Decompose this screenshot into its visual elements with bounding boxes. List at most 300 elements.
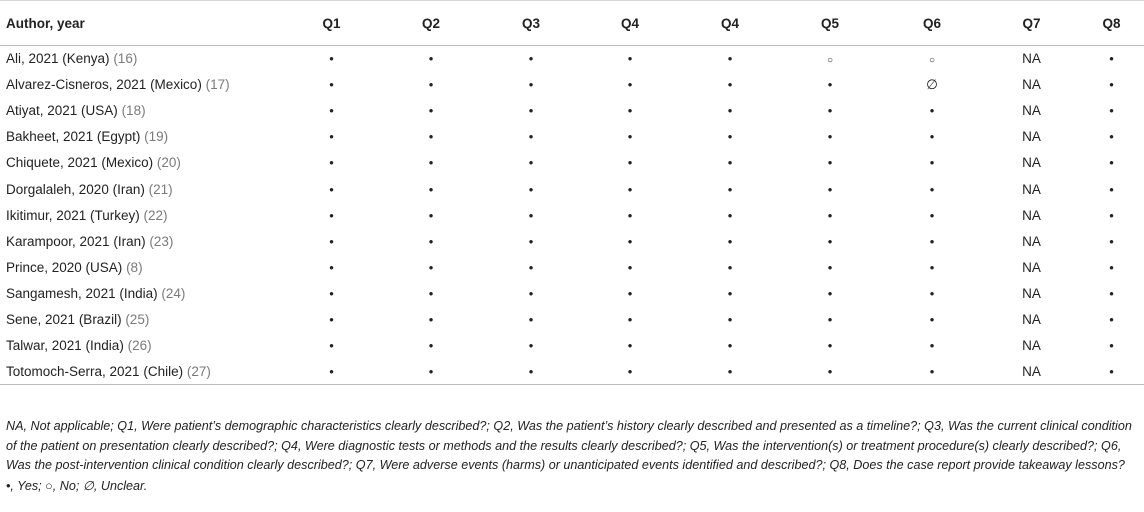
yes-dot-icon: •: [428, 311, 434, 327]
yes-dot-icon: •: [827, 155, 833, 171]
yes-dot-icon: •: [727, 233, 733, 249]
rating-cell: [283, 72, 380, 98]
rating-cell: [482, 333, 580, 359]
yes-dot-icon: •: [929, 363, 935, 379]
yes-dot-icon: •: [428, 363, 434, 379]
rating-cell: [580, 254, 680, 280]
rating-cell: [984, 280, 1079, 306]
not-applicable-text: NA: [1022, 233, 1041, 249]
author-cell: [0, 150, 283, 176]
author-name: Karampoor, 2021 (Iran): [6, 233, 150, 249]
table-body: [0, 46, 1144, 385]
author-name: Prince, 2020 (USA): [6, 259, 127, 275]
yes-dot-icon: •: [827, 103, 833, 119]
no-circle-icon: ○: [826, 55, 834, 67]
rating-cell: [580, 333, 680, 359]
rating-cell: [580, 202, 680, 228]
rating-cell: [482, 306, 580, 332]
rating-cell: [380, 124, 482, 150]
rating-cell: [283, 176, 380, 202]
rating-cell: [880, 306, 984, 332]
rating-cell: [380, 333, 482, 359]
rating-cell: [780, 254, 880, 280]
table-row: [0, 72, 1144, 98]
reference-number: (18): [121, 103, 146, 119]
yes-dot-icon: •: [727, 103, 733, 119]
rating-cell: [482, 72, 580, 98]
reference-number: (26): [127, 338, 152, 354]
yes-dot-icon: •: [428, 155, 434, 171]
yes-dot-icon: •: [329, 259, 334, 275]
yes-dot-icon: •: [827, 207, 833, 223]
rating-cell: [1079, 280, 1144, 306]
rating-cell: [380, 46, 482, 72]
rating-cell: [1079, 150, 1144, 176]
yes-dot-icon: •: [428, 233, 434, 249]
rating-cell: [780, 46, 880, 72]
author-name: Atiyat, 2021 (USA): [6, 103, 122, 119]
yes-dot-icon: •: [428, 181, 434, 197]
table-row: [0, 280, 1144, 306]
header-q: Q5: [780, 1, 880, 46]
rating-cell: [984, 46, 1079, 72]
rating-cell: [580, 72, 680, 98]
yes-dot-icon: •: [428, 285, 434, 301]
table-row: [0, 254, 1144, 280]
rating-cell: [984, 176, 1079, 202]
author-name: Ikitimur, 2021 (Turkey): [6, 207, 144, 223]
yes-dot-icon: •: [627, 338, 633, 354]
yes-dot-icon: •: [329, 103, 334, 119]
rating-cell: [680, 46, 780, 72]
yes-dot-icon: •: [329, 155, 334, 171]
rating-cell: [880, 98, 984, 124]
yes-dot-icon: •: [428, 129, 434, 145]
rating-cell: [482, 124, 580, 150]
rating-cell: [283, 46, 380, 72]
rating-cell: [880, 72, 984, 98]
yes-dot-icon: •: [727, 338, 733, 354]
yes-dot-icon: •: [1109, 51, 1114, 67]
reference-number: (27): [186, 363, 211, 379]
rating-cell: [984, 306, 1079, 332]
rating-cell: [380, 254, 482, 280]
rating-cell: [880, 46, 984, 72]
rating-cell: [1079, 202, 1144, 228]
yes-dot-icon: •: [528, 155, 534, 171]
not-applicable-text: NA: [1022, 155, 1041, 171]
rating-cell: [680, 254, 780, 280]
yes-dot-icon: •: [329, 338, 334, 354]
rating-cell: [780, 124, 880, 150]
rating-cell: [880, 150, 984, 176]
rating-cell: [283, 150, 380, 176]
rating-cell: [482, 176, 580, 202]
reference-number: (23): [149, 233, 174, 249]
rating-cell: [780, 359, 880, 385]
yes-dot-icon: •: [929, 103, 935, 119]
rating-cell: [1079, 124, 1144, 150]
not-applicable-text: NA: [1022, 103, 1041, 119]
rating-cell: [680, 176, 780, 202]
yes-dot-icon: •: [929, 181, 935, 197]
yes-dot-icon: •: [627, 259, 633, 275]
rating-cell: [482, 254, 580, 280]
author-cell: [0, 359, 283, 385]
yes-dot-icon: •: [1109, 233, 1114, 249]
author-cell: [0, 202, 283, 228]
rating-cell: [580, 176, 680, 202]
yes-dot-icon: •: [329, 285, 334, 301]
rating-cell: [283, 124, 380, 150]
rating-cell: [482, 98, 580, 124]
yes-dot-icon: •: [1109, 285, 1114, 301]
rating-cell: [1079, 254, 1144, 280]
rating-cell: [880, 202, 984, 228]
author-name: Sene, 2021 (Brazil): [6, 311, 126, 327]
yes-dot-icon: •: [827, 338, 833, 354]
rating-cell: [380, 306, 482, 332]
rating-cell: [680, 202, 780, 228]
rating-cell: [780, 333, 880, 359]
yes-dot-icon: •: [1109, 259, 1114, 275]
rating-cell: [482, 202, 580, 228]
rating-cell: [482, 150, 580, 176]
author-cell: [0, 228, 283, 254]
yes-dot-icon: •: [528, 233, 534, 249]
rating-cell: [283, 333, 380, 359]
author-name: Alvarez-Cisneros, 2021 (Mexico): [6, 77, 206, 93]
header-q: Q1: [283, 1, 380, 46]
yes-dot-icon: •: [929, 129, 935, 145]
yes-dot-icon: •: [627, 51, 633, 67]
not-applicable-text: NA: [1022, 259, 1041, 275]
yes-dot-icon: •: [827, 129, 833, 145]
rating-cell: [1079, 228, 1144, 254]
table-row: [0, 359, 1144, 385]
yes-dot-icon: •: [329, 77, 334, 93]
reference-number: (24): [161, 285, 186, 301]
rating-cell: [880, 280, 984, 306]
author-name: Chiquete, 2021 (Mexico): [6, 155, 157, 171]
rating-cell: [580, 150, 680, 176]
yes-dot-icon: •: [528, 129, 534, 145]
rating-cell: [780, 150, 880, 176]
rating-cell: [380, 72, 482, 98]
rating-cell: [580, 306, 680, 332]
header-author-year: Author, year: [0, 1, 283, 46]
yes-dot-icon: •: [827, 285, 833, 301]
reference-number: (22): [143, 207, 168, 223]
rating-cell: [680, 306, 780, 332]
yes-dot-icon: •: [428, 103, 434, 119]
rating-cell: [1079, 98, 1144, 124]
rating-cell: [780, 202, 880, 228]
yes-dot-icon: •: [827, 363, 833, 379]
rating-cell: [380, 280, 482, 306]
yes-dot-icon: •: [329, 363, 334, 379]
rating-cell: [780, 176, 880, 202]
rating-cell: [680, 72, 780, 98]
yes-dot-icon: •: [428, 207, 434, 223]
rating-cell: [984, 228, 1079, 254]
rating-cell: [283, 254, 380, 280]
rating-cell: [380, 176, 482, 202]
not-applicable-text: NA: [1022, 311, 1041, 327]
rating-cell: [580, 46, 680, 72]
yes-dot-icon: •: [627, 207, 633, 223]
table-row: [0, 202, 1144, 228]
table-header: [0, 1, 1144, 46]
author-name: Totomoch-Serra, 2021 (Chile): [6, 363, 187, 379]
rating-cell: [1079, 46, 1144, 72]
yes-dot-icon: •: [528, 51, 534, 67]
yes-dot-icon: •: [528, 77, 534, 93]
author-name: Ali, 2021 (Kenya): [6, 51, 114, 67]
not-applicable-text: NA: [1022, 181, 1041, 197]
not-applicable-text: NA: [1022, 77, 1041, 93]
rating-cell: [880, 254, 984, 280]
rating-cell: [680, 124, 780, 150]
rating-cell: [380, 98, 482, 124]
reference-number: (17): [205, 77, 230, 93]
yes-dot-icon: •: [827, 233, 833, 249]
rating-cell: [580, 124, 680, 150]
yes-dot-icon: •: [1109, 338, 1114, 354]
yes-dot-icon: •: [329, 311, 334, 327]
yes-dot-icon: •: [1109, 363, 1114, 379]
not-applicable-text: NA: [1022, 51, 1041, 67]
table-row: [0, 306, 1144, 332]
table-row: [0, 124, 1144, 150]
rating-cell: [482, 46, 580, 72]
yes-dot-icon: •: [727, 207, 733, 223]
no-circle-icon: ○: [928, 55, 936, 67]
yes-dot-icon: •: [727, 363, 733, 379]
reference-number: (25): [125, 311, 150, 327]
rating-cell: [680, 333, 780, 359]
rating-cell: [482, 359, 580, 385]
rating-cell: [580, 280, 680, 306]
rating-cell: [680, 150, 780, 176]
yes-dot-icon: •: [1109, 155, 1114, 171]
yes-dot-icon: •: [929, 338, 935, 354]
yes-dot-icon: •: [929, 259, 935, 275]
yes-dot-icon: •: [727, 155, 733, 171]
header-row: [0, 1, 1144, 46]
not-applicable-text: NA: [1022, 207, 1041, 223]
yes-dot-icon: •: [827, 181, 833, 197]
yes-dot-icon: •: [929, 311, 935, 327]
yes-dot-icon: •: [528, 285, 534, 301]
yes-dot-icon: •: [727, 259, 733, 275]
yes-dot-icon: •: [727, 129, 733, 145]
rating-cell: [880, 124, 984, 150]
author-name: Dorgalaleh, 2020 (Iran): [6, 181, 149, 197]
rating-cell: [984, 98, 1079, 124]
author-cell: [0, 254, 283, 280]
yes-dot-icon: •: [827, 77, 833, 93]
rating-cell: [984, 150, 1079, 176]
author-cell: [0, 306, 283, 332]
yes-dot-icon: •: [329, 129, 334, 145]
rating-cell: [780, 98, 880, 124]
yes-dot-icon: •: [528, 363, 534, 379]
rating-cell: [780, 306, 880, 332]
yes-dot-icon: •: [929, 207, 935, 223]
yes-dot-icon: •: [827, 311, 833, 327]
yes-dot-icon: •: [627, 129, 633, 145]
table-row: [0, 98, 1144, 124]
yes-dot-icon: •: [528, 181, 534, 197]
rating-cell: [482, 228, 580, 254]
rating-cell: [580, 98, 680, 124]
yes-dot-icon: •: [727, 311, 733, 327]
reference-number: (19): [144, 129, 169, 145]
rating-cell: [780, 72, 880, 98]
yes-dot-icon: •: [627, 285, 633, 301]
not-applicable-text: NA: [1022, 285, 1041, 301]
rating-cell: [283, 202, 380, 228]
header-q: Q4: [680, 1, 780, 46]
yes-dot-icon: •: [727, 77, 733, 93]
header-q: Q8: [1079, 1, 1144, 46]
author-cell: [0, 280, 283, 306]
rating-cell: [380, 202, 482, 228]
author-cell: [0, 124, 283, 150]
yes-dot-icon: •: [1109, 181, 1114, 197]
rating-cell: [380, 359, 482, 385]
rating-cell: [780, 228, 880, 254]
not-applicable-text: NA: [1022, 129, 1041, 145]
rating-cell: [680, 359, 780, 385]
rating-cell: [283, 306, 380, 332]
yes-dot-icon: •: [827, 259, 833, 275]
rating-cell: [880, 228, 984, 254]
rating-cell: [984, 202, 1079, 228]
yes-dot-icon: •: [528, 103, 534, 119]
rating-cell: [880, 176, 984, 202]
reference-number: (8): [126, 259, 143, 275]
author-cell: [0, 176, 283, 202]
yes-dot-icon: •: [627, 233, 633, 249]
rating-cell: [380, 228, 482, 254]
rating-cell: [580, 359, 680, 385]
rating-cell: [1079, 72, 1144, 98]
rating-cell: [580, 228, 680, 254]
table-footnote: NA, Not applicable; Q1, Were patient’s demographic characteristics clearly described?; Q2, Was the patient’s history clearly described and presented as a timeline?; Q3, Was the current clinical condition of the patient on presentation clearly described?; Q4, Were diagnostic tests or methods and the results clearly described?; Q5, Was the intervention(s) or treatment procedure(s) clearly described?; Q6, Was the post-intervention clinical condition clearly described?; Q7, Were adverse events (harms) or unanticipated events identified and described?; Q8, Does the case report provide takeaway lessons?: [6, 419, 1132, 472]
table-row: [0, 228, 1144, 254]
yes-dot-icon: •: [428, 259, 434, 275]
header-q: Q3: [482, 1, 580, 46]
rating-cell: [1079, 333, 1144, 359]
rating-cell: [283, 228, 380, 254]
rating-cell: [1079, 359, 1144, 385]
not-applicable-text: NA: [1022, 363, 1041, 379]
yes-dot-icon: •: [929, 285, 935, 301]
yes-dot-icon: •: [428, 338, 434, 354]
header-q: Q4: [580, 1, 680, 46]
header-q: Q2: [380, 1, 482, 46]
rating-cell: [1079, 176, 1144, 202]
rating-cell: [880, 359, 984, 385]
rating-cell: [680, 228, 780, 254]
author-cell: [0, 98, 283, 124]
yes-dot-icon: •: [329, 207, 334, 223]
yes-dot-icon: •: [528, 338, 534, 354]
yes-dot-icon: •: [1109, 129, 1114, 145]
rating-cell: [984, 254, 1079, 280]
rating-cell: [780, 280, 880, 306]
yes-dot-icon: •: [627, 155, 633, 171]
table-row: [0, 46, 1144, 72]
yes-dot-icon: •: [1109, 103, 1114, 119]
reference-number: (16): [113, 51, 138, 67]
yes-dot-icon: •: [528, 207, 534, 223]
reference-number: (20): [156, 155, 181, 171]
yes-dot-icon: •: [627, 181, 633, 197]
yes-dot-icon: •: [329, 181, 334, 197]
author-cell: [0, 46, 283, 72]
yes-dot-icon: •: [627, 77, 633, 93]
rating-cell: [680, 280, 780, 306]
table-row: [0, 176, 1144, 202]
reference-number: (21): [148, 181, 173, 197]
yes-dot-icon: •: [329, 233, 334, 249]
rating-cell: [482, 280, 580, 306]
author-name: Talwar, 2021 (India): [6, 338, 128, 354]
rating-cell: [283, 280, 380, 306]
rating-cell: [283, 359, 380, 385]
yes-dot-icon: •: [929, 233, 935, 249]
table-row: [0, 150, 1144, 176]
yes-dot-icon: •: [1109, 77, 1114, 93]
yes-dot-icon: •: [1109, 311, 1114, 327]
rating-cell: [1079, 306, 1144, 332]
symbol-legend: •, Yes; ○, No; ∅, Unclear.: [6, 479, 148, 493]
yes-dot-icon: •: [428, 77, 434, 93]
author-name: Sangamesh, 2021 (India): [6, 285, 162, 301]
yes-dot-icon: •: [428, 51, 434, 67]
rating-cell: [984, 359, 1079, 385]
not-applicable-text: NA: [1022, 338, 1041, 354]
yes-dot-icon: •: [727, 51, 733, 67]
table-row: [0, 333, 1144, 359]
rating-cell: [283, 98, 380, 124]
rating-cell: [984, 333, 1079, 359]
yes-dot-icon: •: [627, 103, 633, 119]
header-q: Q7: [984, 1, 1079, 46]
yes-dot-icon: •: [1109, 207, 1114, 223]
yes-dot-icon: •: [528, 311, 534, 327]
author-cell: [0, 72, 283, 98]
yes-dot-icon: •: [727, 285, 733, 301]
unclear-symbol-icon: ∅: [926, 76, 938, 92]
yes-dot-icon: •: [329, 51, 334, 67]
yes-dot-icon: •: [528, 259, 534, 275]
rating-cell: [680, 98, 780, 124]
rating-cell: [984, 72, 1079, 98]
author-cell: [0, 333, 283, 359]
yes-dot-icon: •: [929, 155, 935, 171]
author-name: Bakheet, 2021 (Egypt): [6, 129, 145, 145]
rating-cell: [880, 333, 984, 359]
rating-cell: [380, 150, 482, 176]
yes-dot-icon: •: [627, 311, 633, 327]
rating-cell: [984, 124, 1079, 150]
header-q: Q6: [880, 1, 984, 46]
yes-dot-icon: •: [727, 181, 733, 197]
